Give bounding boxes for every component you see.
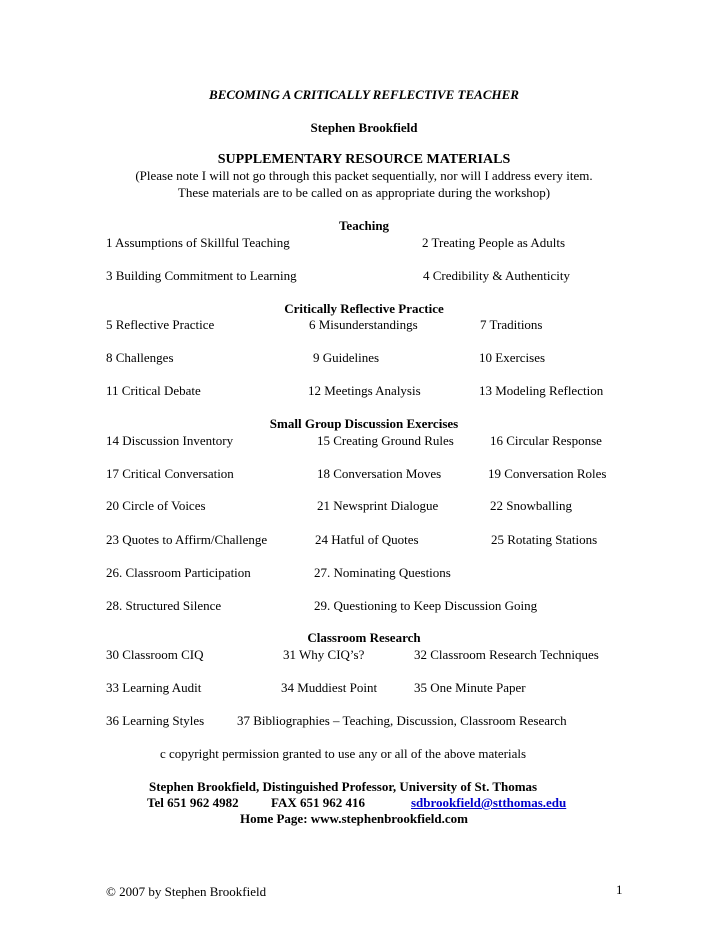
item-2: 2 Treating People as Adults — [422, 235, 566, 250]
item-35: 35 One Minute Paper — [414, 680, 526, 695]
contact-home-page: Home Page: www.stephenbrookfield.com — [240, 811, 468, 826]
item-4: 4 Credibility & Authenticity — [423, 268, 570, 283]
item-10: 10 Exercises — [479, 350, 546, 365]
item-8: 8 Challenges — [106, 350, 174, 365]
item-1: 1 Assumptions of Skillful Teaching — [106, 235, 290, 250]
author-name: Stephen Brookfield — [310, 120, 418, 135]
item-18: 18 Conversation Moves — [317, 466, 442, 481]
item-13: 13 Modeling Reflection — [479, 383, 604, 398]
contact-email-link[interactable]: sdbrookfield@stthomas.edu — [411, 795, 567, 810]
item-20: 20 Circle of Voices — [106, 498, 206, 513]
contact-fax: FAX 651 962 416 — [271, 795, 366, 810]
item-26: 26. Classroom Participation — [106, 565, 251, 580]
item-34: 34 Muddiest Point — [281, 680, 378, 695]
item-22: 22 Snowballing — [490, 498, 572, 513]
document-title: BECOMING A CRITICALLY REFLECTIVE TEACHER — [209, 87, 519, 102]
item-37: 37 Bibliographies – Teaching, Discussion, Classroom Research — [237, 713, 567, 728]
item-28: 28. Structured Silence — [106, 598, 222, 613]
footer-copyright: © 2007 by Stephen Brookfield — [106, 884, 267, 899]
supplementary-heading: SUPPLEMENTARY RESOURCE MATERIALS — [217, 152, 511, 167]
page-number: 1 — [616, 882, 623, 897]
item-25: 25 Rotating Stations — [491, 532, 598, 547]
item-9: 9 Guidelines — [313, 350, 380, 365]
section-heading-critically-reflective-practice: Critically Reflective Practice — [284, 301, 444, 316]
item-7: 7 Traditions — [480, 317, 543, 332]
item-15: 15 Creating Ground Rules — [317, 433, 454, 448]
item-21: 21 Newsprint Dialogue — [317, 498, 439, 513]
item-11: 11 Critical Debate — [106, 383, 201, 398]
item-31: 31 Why CIQ’s? — [283, 647, 365, 662]
item-27: 27. Nominating Questions — [314, 565, 451, 580]
item-23: 23 Quotes to Affirm/Challenge — [106, 532, 268, 547]
item-19: 19 Conversation Roles — [488, 466, 607, 481]
note-line-1: (Please note I will not go through this packet sequentially, nor will I address every item. — [135, 168, 593, 183]
item-24: 24 Hatful of Quotes — [315, 532, 419, 547]
item-14: 14 Discussion Inventory — [106, 433, 234, 448]
copyright-permission-note: c copyright permission granted to use any or all of the above materials — [160, 746, 527, 761]
item-3: 3 Building Commitment to Learning — [106, 268, 297, 283]
item-12: 12 Meetings Analysis — [308, 383, 421, 398]
contact-phone: Tel 651 962 4982 — [147, 795, 239, 810]
item-5: 5 Reflective Practice — [106, 317, 215, 332]
item-29: 29. Questioning to Keep Discussion Going — [314, 598, 538, 613]
item-6: 6 Misunderstandings — [309, 317, 418, 332]
item-32: 32 Classroom Research Techniques — [414, 647, 599, 662]
section-heading-teaching: Teaching — [338, 218, 390, 233]
item-17: 17 Critical Conversation — [106, 466, 234, 481]
item-16: 16 Circular Response — [490, 433, 602, 448]
contact-name-title: Stephen Brookfield, Distinguished Professor, University of St. Thomas — [149, 779, 538, 794]
section-heading-small-group-discussion: Small Group Discussion Exercises — [269, 416, 459, 431]
section-heading-classroom-research: Classroom Research — [307, 630, 421, 645]
item-36: 36 Learning Styles — [106, 713, 205, 728]
note-line-2: These materials are to be called on as appropriate during the workshop) — [177, 185, 551, 200]
item-30: 30 Classroom CIQ — [106, 647, 204, 662]
item-33: 33 Learning Audit — [106, 680, 202, 695]
